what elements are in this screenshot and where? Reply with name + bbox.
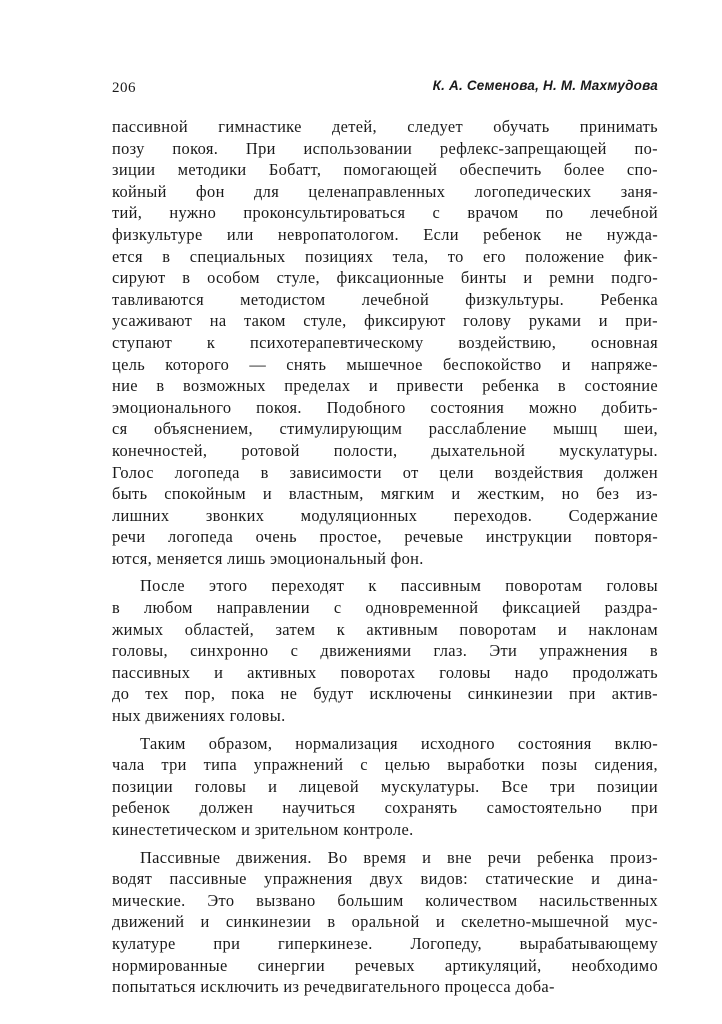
- text-line: пассивных и активных поворотах головы надо продолжать: [112, 662, 658, 682]
- paragraph: [112, 116, 658, 569]
- text-line: водят пассивные упражнения двух видов: статические и дина-: [112, 869, 658, 889]
- body-text: [112, 116, 658, 1004]
- text-line: в любом направлении с одновременной фиксацией раздра-: [112, 598, 658, 618]
- paragraph: [112, 575, 658, 726]
- text-line: ных движениях головы.: [112, 706, 286, 726]
- text-line: эмоционального покоя. Подобного состояния можно добить-: [112, 397, 658, 417]
- text-line: усаживают на таком стуле, фиксируют голову руками и при-: [112, 311, 658, 331]
- page-number: 206: [112, 80, 136, 96]
- text-line: быть спокойным и властным, мягким и жестким, но без из-: [112, 484, 658, 504]
- text-line: койный фон для целенаправленных логопедических заня-: [112, 181, 658, 201]
- text-line: сируют в особом стуле, фиксационные бинты и ремни подго-: [112, 268, 658, 288]
- text-line: речи логопеда очень простое, речевые инструкции повторя-: [112, 527, 658, 547]
- text-line: тий, нужно проконсультироваться с врачом по лечебной: [112, 203, 658, 223]
- text-line: жимых областей, затем к активным поворотам и наклонам: [112, 619, 658, 639]
- running-head-authors: К. А. Семенова, Н. М. Махмудова: [432, 78, 658, 93]
- text-line: чала три типа упражнений с целью выработки позы сидения,: [112, 755, 658, 775]
- text-line: кулатуре при гиперкинезе. Логопеду, вырабатывающему: [112, 933, 658, 953]
- text-line: кинестетическом и зрительном контроле.: [112, 820, 414, 839]
- text-line: ние в возможных пределах и привести ребенка в состояние: [112, 376, 658, 396]
- text-line: пассивной гимнастике детей, следует обучать принимать: [112, 117, 658, 136]
- text-line: После этого переходят к пассивным поворотам головы: [140, 576, 658, 596]
- text-line: позиции головы и лицевой мускулатуры. Все три позиции: [112, 776, 658, 796]
- text-line: позу покоя. При использовании рефлекс-запрещающей по-: [112, 138, 658, 158]
- text-line: конечностей, ротовой полости, дыхательной мускулатуры.: [112, 440, 658, 460]
- text-line: Голос логопеда в зависимости от цели воздействия должен: [112, 462, 658, 482]
- text-line: попытаться исключить из речедвигательного процесса доба-: [112, 977, 555, 997]
- text-line: головы, синхронно с движениями глаз. Эти упражнения в: [112, 641, 658, 661]
- paragraph: [112, 733, 658, 841]
- text-line: тавливаются методистом лечебной физкультуры. Ребенка: [112, 289, 658, 309]
- text-line: ся объяснением, стимулирующим расслабление мышц шеи,: [112, 419, 658, 439]
- text-line: цель которого — снять мышечное беспокойство и напряже-: [112, 354, 658, 374]
- text-line: ется в специальных позициях тела, то его положение фик-: [112, 246, 658, 266]
- text-line: ребенок должен научиться сохранять самостоятельно при: [112, 798, 658, 818]
- page-header: [112, 78, 658, 100]
- text-line: нормированные синергии речевых артикуляций, необходимо: [112, 955, 658, 975]
- text-line: до тех пор, пока не будут исключены синкинезии при актив-: [112, 684, 658, 704]
- text-line: ступают к психотерапевтическому воздействию, основная: [112, 332, 658, 352]
- text-line: движений и синкинезии в оральной и скелетно-мышечной мус-: [112, 912, 658, 932]
- text-line: мические. Это вызвано большим количеством насильственных: [112, 890, 658, 910]
- text-line: Таким образом, нормализация исходного состояния вклю-: [140, 733, 658, 753]
- text-line: физкультуре или невропатологом. Если ребенок не нужда-: [112, 224, 658, 244]
- text-line: зиции методики Бобатт, помогающей обеспечить более спо-: [112, 160, 658, 180]
- text-line: лишних звонких модуляционных переходов. Содержание: [112, 505, 658, 525]
- text-line: ются, меняется лишь эмоциональный фон.: [112, 548, 424, 568]
- text-line: Пассивные движения. Во время и вне речи ребенка произ-: [140, 847, 658, 867]
- paragraph: [112, 847, 658, 998]
